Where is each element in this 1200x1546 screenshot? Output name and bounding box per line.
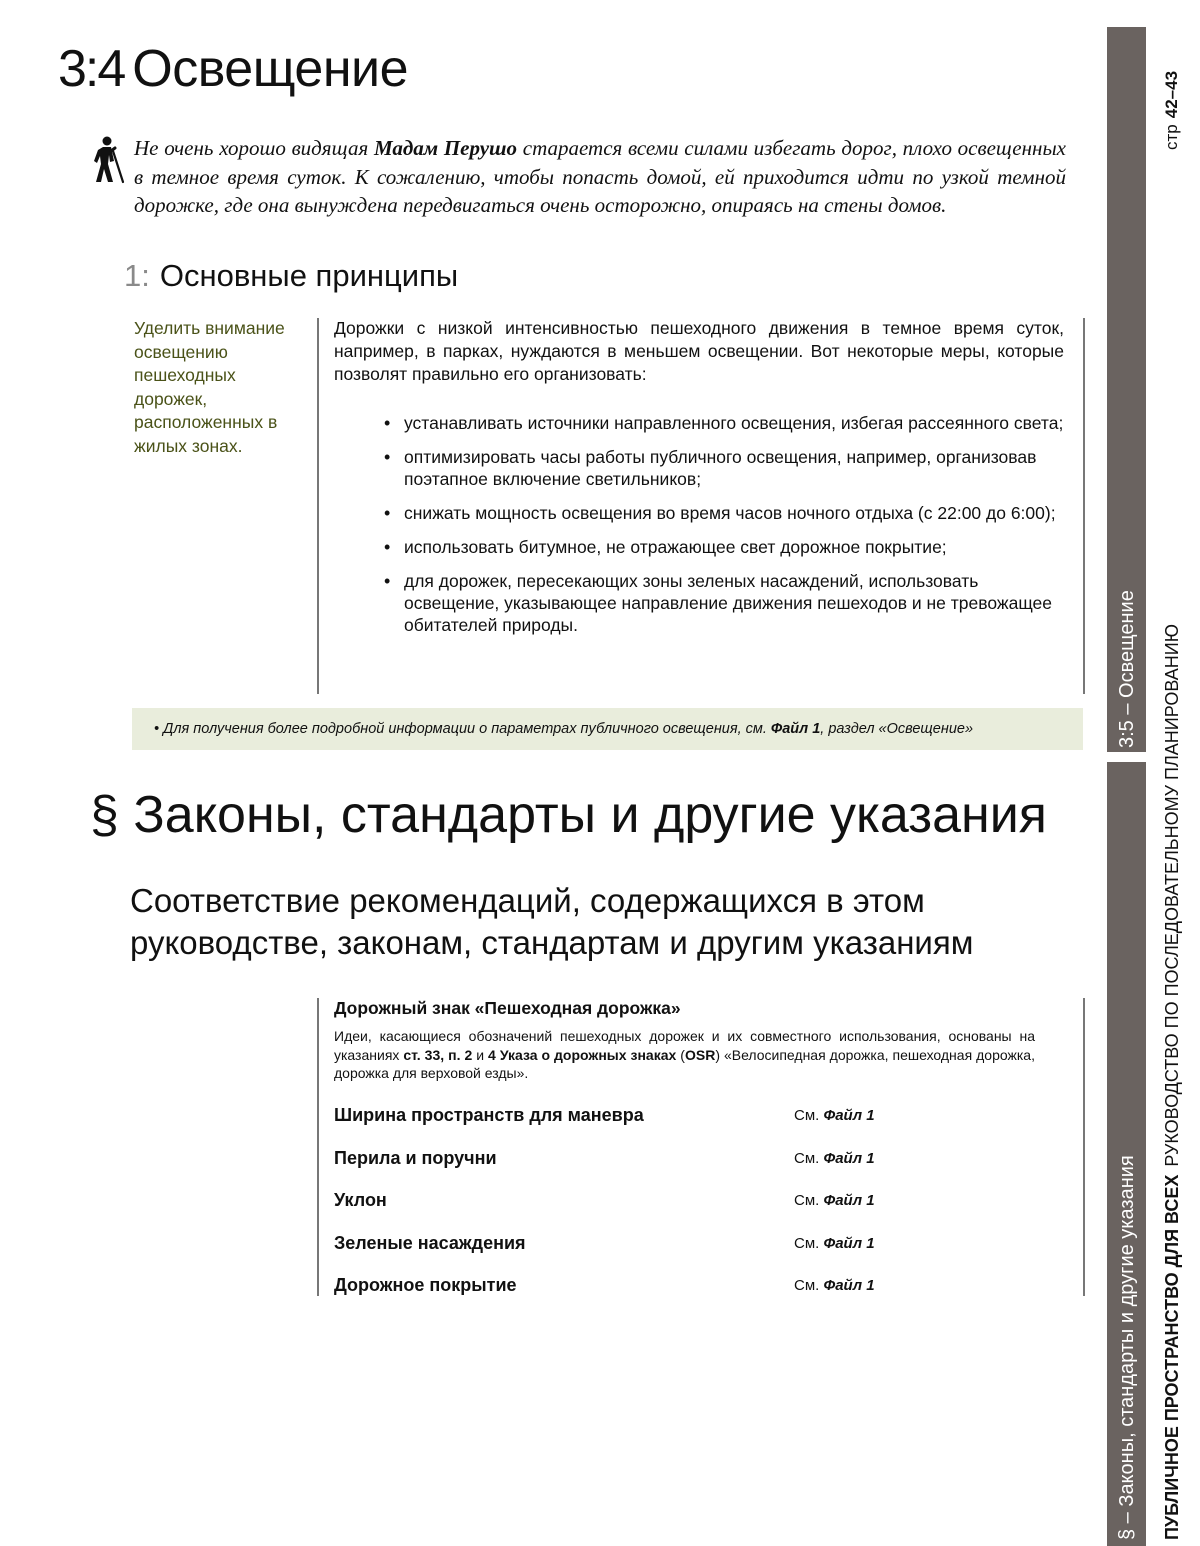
divider (317, 318, 319, 694)
reference-see[interactable]: См. Файл 1 (794, 1235, 875, 1252)
side-tab-laws-label: § – Законы, стандарты и другие указания (1116, 1155, 1138, 1540)
principle-heading (124, 256, 458, 296)
list-item: • использовать битумное, не отражающее свет дорожное покрытие; (384, 536, 1064, 558)
reference-label: Дорожное покрытие (334, 1275, 517, 1295)
page-number: стр42–43 (1162, 70, 1181, 150)
guide-title: ПУБЛИЧНОЕ ПРОСТРАНСТВО ДЛЯ ВСЕХРУКОВОДСТВО ПО ПОСЛЕДОВАТЕЛЬНОМУ ПЛАНИРОВАНИЮ (1162, 624, 1182, 1540)
reference-row (334, 1231, 1034, 1257)
list-item: • оптимизировать часы работы публичного освещения, например, организовав поэтапное включение светильников; (384, 446, 1064, 490)
reference-label: Ширина пространств для маневра (334, 1105, 644, 1125)
reference-see[interactable]: См. Файл 1 (794, 1107, 875, 1124)
reference-row (334, 1188, 1034, 1214)
divider (317, 998, 319, 1296)
laws-subtitle: Соответствие рекомендаций, содержащихся в этом руководстве, законам, стандартам и другим указаниям (130, 882, 974, 961)
reference-row (334, 1273, 1034, 1299)
pedestrian-with-cane-icon (92, 136, 128, 184)
list-item: • снижать мощность освещения во время часов ночного отдыха (с 22:00 до 6:00); (384, 502, 1064, 524)
laws-title: § Законы, стандарты и другие указания (90, 786, 1047, 844)
reference-label: Уклон (334, 1190, 387, 1210)
principle-number: 1: (124, 258, 150, 293)
list-item: • устанавливать источники направленного освещения, избегая рассеянного света; (384, 412, 1064, 434)
reference-label: Зеленые насаждения (334, 1233, 526, 1253)
sign-title: Дорожный знак «Пешеходная дорожка» (334, 998, 681, 1018)
divider (1083, 318, 1085, 694)
section-title-text: Освещение (132, 40, 409, 98)
principle-title: Основные принципы (159, 258, 459, 293)
side-note: Уделить внимание освещению пешеходных дорожек, расположенных в жилых зонах. (134, 318, 285, 456)
info-file-link[interactable]: Файл 1 (770, 721, 821, 737)
list-item: • для дорожек, пересекающих зоны зеленых насаждений, использовать освещение, указывающее направление движения пешеходов и не тревожащее обитателей природы. (384, 570, 1064, 636)
principle-body: Дорожки с низкой интенсивностью пешеходного движения в темное время суток, например, в парках, нуждаются в меньшем освещении. Вот некоторые меры, которые позволят правильно его организовать: (334, 318, 1064, 384)
reference-see[interactable]: См. Файл 1 (794, 1277, 875, 1294)
sign-description: Идеи, касающиеся обозначений пешеходных дорожек и их совместного использования, основаны на указаниях ст. 33, п. 2 и 4 Указа о дорожных знаках (OSR) «Велосипедная дорожка, пешеходная дорожка, дорожка для верховой езды». (334, 1028, 1035, 1081)
side-tab-lighting-label: 3:5 – Освещение (1116, 590, 1138, 748)
info-text: • Для получения более подробной информации о параметрах публичного освещения, см. Файл 1, раздел «Освещение» (154, 721, 974, 737)
section-number: 3:4 (58, 40, 125, 98)
principle-bullet-list (384, 412, 1064, 648)
reference-see[interactable]: См. Файл 1 (794, 1192, 875, 1209)
reference-row (334, 1103, 1034, 1129)
intro-story: Не очень хорошо видящая Мадам Перушо старается всеми силами избегать дорог, плохо освещенных в темное время суток. К сожалению, чтобы попасть домой, ей приходится идти по узкой темной дорожке, где она вынуждена передвигаться очень осторожно, опираясь на стены домов. (134, 136, 1067, 217)
reference-row (334, 1146, 1034, 1172)
section-title (58, 38, 408, 100)
divider (1083, 998, 1085, 1296)
reference-label: Перила и поручни (334, 1148, 497, 1168)
intro-person-name: Мадам Перушо (373, 136, 518, 160)
reference-see[interactable]: См. Файл 1 (794, 1150, 875, 1167)
